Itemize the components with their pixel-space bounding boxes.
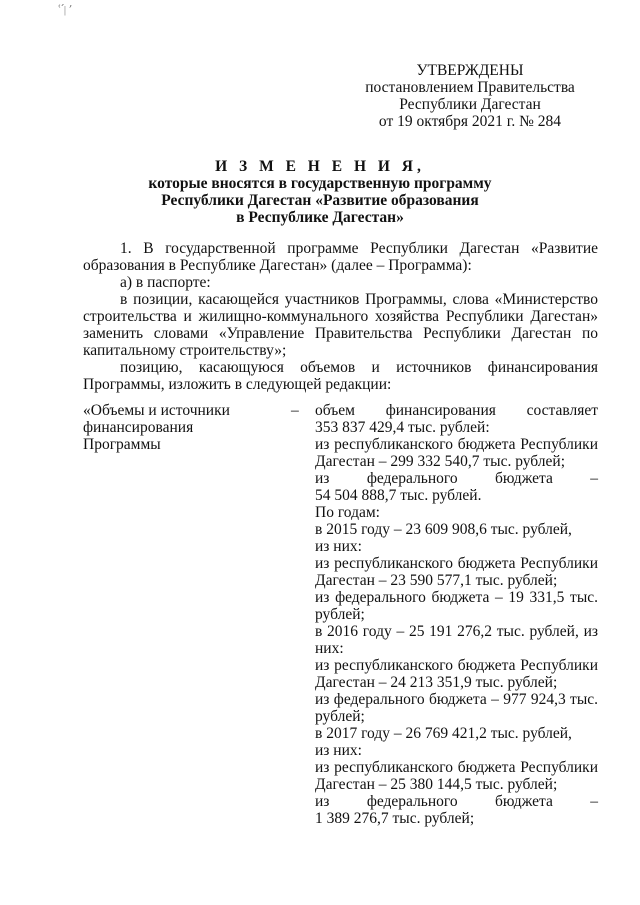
financing-line: Дагестан – 299 332 540,7 тыс. рублей; — [315, 453, 566, 470]
financing-line: из них: — [315, 538, 362, 555]
title-line-3: Республики Дагестан «Развитие образования — [161, 192, 479, 209]
corner-scribble: ՙ՛| ՚ — [58, 4, 72, 16]
financing-line: 54 504 888,7 тыс. рублей. — [315, 487, 482, 504]
table-left-line-2: финансирования Программы — [83, 419, 194, 453]
financing-line: 353 837 429,4 тыс. рублей: — [315, 419, 490, 436]
document-title — [80, 158, 560, 226]
financing-line: из федерального бюджета – 977 924,3 тыс. — [315, 691, 598, 708]
approval-line-1: УТВЕРЖДЕНЫ — [416, 62, 524, 79]
approval-line-3: Республики Дагестан — [399, 96, 541, 113]
financing-line: из республиканского бюджета Республики — [315, 436, 598, 453]
approval-line-4: от 19 октября 2021 г. № 284 — [378, 113, 562, 130]
table-right-cell — [315, 402, 598, 827]
financing-line: из республиканского бюджета Республики — [315, 555, 598, 572]
table-dash: – — [291, 402, 299, 419]
title-line-2: которые вносятся в государственную программу — [148, 175, 492, 192]
financing-line: Дагестан – 23 590 577,1 тыс. рублей; — [315, 572, 558, 589]
financing-line: 1 389 276,7 тыс. рублей; — [315, 810, 475, 827]
table-left-cell — [83, 402, 273, 453]
financing-line: из федерального бюджета – 19 331,5 тыс. — [315, 589, 598, 606]
title-line-1: И З М Е Н Е Н И Я, — [215, 158, 425, 175]
financing-line: в 2016 году – 25 191 276,2 тыс. рублей, из — [315, 623, 598, 640]
financing-line: из федерального бюджета – — [315, 470, 598, 487]
approval-line-2: постановлением Правительства — [365, 79, 575, 96]
financing-line: в 2015 году – 23 609 908,6 тыс. рублей, — [315, 521, 572, 538]
financing-line: в 2017 году – 26 769 421,2 тыс. рублей, — [315, 725, 572, 742]
table-left-line-1: «Объемы и источники — [83, 402, 230, 419]
financing-line: рублей; — [315, 606, 365, 623]
paragraph-1: 1. В государственной программе Республики Дагестан «Развитие образования в Республике Дагестан» (далее – Программа): — [83, 240, 598, 274]
financing-line: из республиканского бюджета Республики — [315, 759, 598, 776]
financing-line: По годам: — [315, 504, 380, 521]
financing-line: Дагестан – 24 213 351,9 тыс. рублей; — [315, 674, 558, 691]
financing-line: из них: — [315, 742, 362, 759]
financing-line: них: — [315, 640, 344, 657]
financing-line: рублей; — [315, 708, 365, 725]
paragraph-3: в позиции, касающейся участников Программы, слова «Министерство строительства и жилищно-коммунального хозяйства Республики Дагестан» заменить словами «Управление Правительства Республики Дагестан по капитальному строительству»; — [83, 291, 598, 359]
financing-line: из федерального бюджета – — [315, 793, 598, 810]
financing-line: объем финансирования составляет — [315, 402, 598, 419]
title-line-4: в Республике Дагестан» — [236, 209, 404, 226]
paragraph-2: а) в паспорте: — [120, 274, 211, 291]
paragraph-4: позицию, касающуюся объемов и источников финансирования Программы, изложить в следующей редакции: — [83, 359, 598, 393]
financing-line: Дагестан – 25 380 144,5 тыс. рублей; — [315, 776, 558, 793]
approval-stamp — [360, 62, 580, 130]
financing-line: из республиканского бюджета Республики — [315, 657, 598, 674]
